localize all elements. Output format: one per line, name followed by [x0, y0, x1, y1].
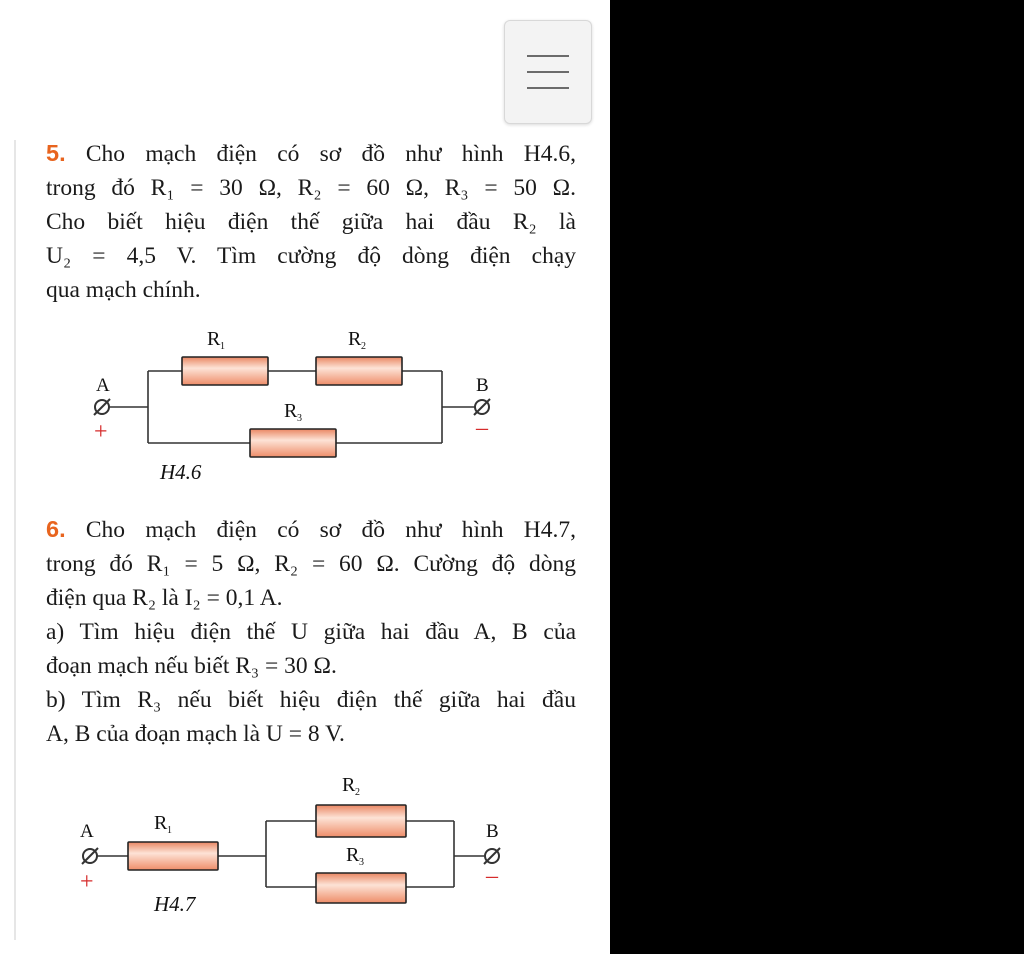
hamburger-menu-icon-line-2: [527, 71, 569, 73]
svg-text:3: 3: [359, 857, 364, 868]
resistor-r2: [316, 805, 406, 837]
plus-sign: +: [94, 419, 108, 445]
problem-6-line-7: A, B của đoạn mạch là U = 8 V.: [46, 721, 345, 747]
problem-text: Cho mạch điện có sơ đồ như hình H4.7,: [85, 517, 576, 543]
r1-label: [207, 328, 225, 352]
problem-5: [46, 136, 576, 307]
svg-text:R: R: [207, 328, 221, 350]
r2-label: [342, 774, 360, 798]
terminal-a-label: A: [96, 375, 110, 396]
page-margin-line: [14, 140, 16, 940]
hamburger-menu-icon: [527, 55, 569, 57]
terminal-a-label: A: [80, 821, 94, 842]
problem-6: [46, 512, 576, 751]
resistor-r1: [182, 357, 268, 385]
problem-6-line-1: [46, 512, 576, 547]
terminal-b-label: B: [476, 375, 489, 396]
terminal-b-icon: [474, 399, 490, 415]
problem-6-line-2: trong đó R₁ = 5 Ω, R₂ = 60 Ω. Cường độ dòng: [46, 551, 576, 577]
svg-text:1: 1: [167, 825, 172, 836]
svg-text:1: 1: [220, 341, 225, 352]
problem-5-line-5: qua mạch chính.: [46, 277, 201, 303]
circuit-diagram-h4-7: [70, 765, 520, 935]
problem-6-line-4: a) Tìm hiệu điện thế U giữa hai đầu A, B của: [46, 619, 576, 645]
problem-5-line-4: U₂ = 4,5 V. Tìm cường độ dòng điện chạy: [46, 243, 576, 269]
problem-5-line-1: [46, 136, 576, 171]
figure-caption: H4.7: [154, 892, 196, 916]
minus-sign: –: [476, 415, 488, 441]
problem-6-line-3: điện qua R₂ là I₂ = 0,1 A.: [46, 585, 283, 611]
r3-label: [346, 844, 364, 868]
problem-number: 6.: [46, 516, 66, 542]
problem-text: Cho mạch điện có sơ đồ như hình H4.6,: [85, 141, 576, 167]
hamburger-menu-icon-line-3: [527, 87, 569, 89]
svg-text:R: R: [346, 844, 360, 866]
r2-label: [348, 328, 366, 352]
r3-label: [284, 400, 302, 424]
svg-text:2: 2: [361, 341, 366, 352]
terminal-b-icon: [484, 848, 500, 864]
svg-text:R: R: [342, 774, 356, 796]
problem-6-line-5: đoạn mạch nếu biết R₃ = 30 Ω.: [46, 653, 337, 679]
resistor-r2: [316, 357, 402, 385]
r1-label: [154, 812, 172, 836]
svg-text:R: R: [154, 812, 168, 834]
svg-text:3: 3: [297, 413, 302, 424]
svg-text:R: R: [348, 328, 362, 350]
plus-sign: +: [80, 869, 94, 895]
minus-sign: –: [486, 863, 498, 889]
problem-5-line-3: Cho biết hiệu điện thế giữa hai đầu R₂ là: [46, 209, 576, 235]
terminal-a-icon: [94, 399, 110, 415]
terminal-a-icon: [82, 848, 98, 864]
resistor-r3: [250, 429, 336, 457]
terminal-b-label: B: [486, 821, 499, 842]
resistor-r3: [316, 873, 406, 903]
circuit-diagram-h4-6: [80, 315, 520, 495]
problem-6-line-6: b) Tìm R₃ nếu biết hiệu điện thế giữa hai đầu: [46, 687, 576, 713]
problem-5-line-2: trong đó R₁ = 30 Ω, R₂ = 60 Ω, R₃ = 50 Ω.: [46, 175, 576, 201]
resistor-r1: [128, 842, 218, 870]
figure-caption: H4.6: [160, 460, 202, 484]
problem-number: 5.: [46, 140, 66, 166]
svg-text:2: 2: [355, 787, 360, 798]
svg-text:R: R: [284, 400, 298, 422]
menu-button[interactable]: [504, 20, 592, 124]
